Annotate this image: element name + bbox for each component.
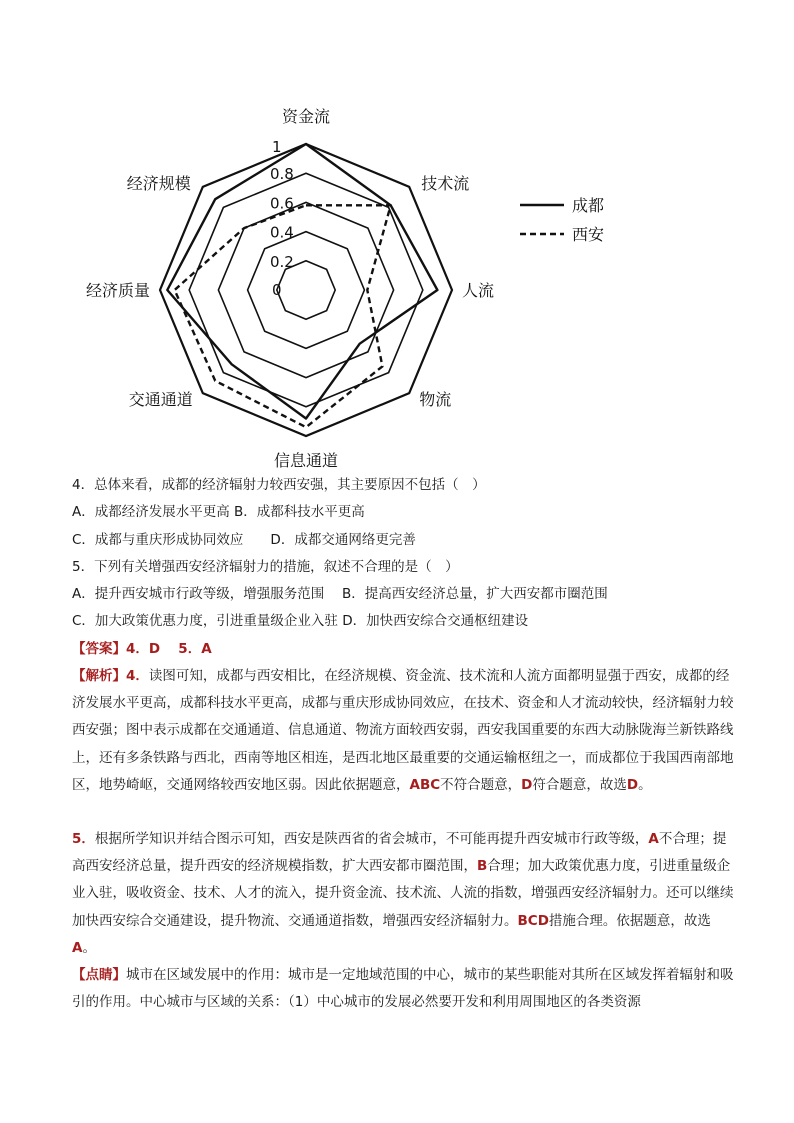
- analysis-q5-b: B: [477, 858, 488, 875]
- analysis-q4-text: 读图可知，成都与西安相比，在经济规模、资金流、技术流和人流方面都明显强于西安，成都的经济发展水平更高，成都科技水平更高，成都与重庆形成协同效应，在技术、资金和人才流动较快，经济辐射力较西安强；图中表示成都在交通通道、信息通道、物流方面较西安弱，西安我国重要的东西大动脉陇海兰新铁路线上，还有多条铁路与西北，西南等地区相连，是西北地区最重要的交通运输枢纽之一，而成都位于我国西南部地区，地势崎岖，交通网络较西安地区弱。因此依据题意，: [72, 668, 734, 793]
- legend-label: 成都: [572, 196, 605, 215]
- analysis-q4-abc: ABC: [409, 776, 441, 793]
- radar-chart: [0, 0, 794, 470]
- answer-value: 4．D 5．A: [126, 641, 212, 657]
- analysis-q5-end: 。: [82, 939, 96, 956]
- ring-label: 0.4: [270, 223, 294, 242]
- axis-label: 信息通道: [273, 451, 339, 470]
- grid-ring-3: [189, 173, 423, 407]
- ring-label: 0: [272, 281, 282, 299]
- tip-paragraph: [72, 962, 734, 1016]
- ring-label: 0.2: [270, 252, 294, 271]
- axis-label: 经济规模: [126, 173, 191, 193]
- axis-label: 经济质量: [85, 281, 150, 300]
- analysis-q5-text: 根据所学知识并结合图示可知，西安是陕西省的省会城市，不可能再提升西安城市行政等级，: [94, 831, 649, 847]
- tip-label: 【点睛】: [72, 967, 126, 983]
- radar-series: [167, 144, 437, 427]
- radar-grid: [160, 144, 452, 436]
- axis-label: 技术流: [421, 173, 470, 193]
- legend-label: 西安: [572, 225, 605, 244]
- grid-ring-1: [248, 232, 365, 349]
- tip-text: 城市在区域发展中的作用：城市是一定地域范围的中心，城市的某些职能对其所在区域发挥着辐射和吸引的作用。中心城市与区域的关系：（1）中心城市的发展必然要开发和利用周围地区的各类资源: [72, 967, 734, 1011]
- analysis-q4-text-3: 符合题意，故选: [532, 776, 627, 793]
- axis-label: 人流: [462, 281, 495, 300]
- analysis-q4-choice: D: [626, 776, 639, 793]
- analysis-q5: [72, 826, 734, 962]
- analysis-q5-text-2: 不合理；提高西安经济总量，提升西安的经济规模指数，扩大西安都市圈范围，: [72, 831, 727, 875]
- answer-line: [72, 636, 752, 663]
- analysis-q5-bcd: BCD: [517, 912, 549, 929]
- analysis-q5-choice: A: [72, 939, 83, 956]
- answer-label: 【答案】: [72, 641, 126, 657]
- question-5: 5．下列有关增强西安经济辐射力的措施，叙述不合理的是（ ）: [72, 559, 459, 575]
- analysis-label: 【解析】: [72, 668, 126, 684]
- axis-label: 资金流: [281, 107, 331, 126]
- question-5-options-cd: C．加大政策优惠力度，引进重量级企业入驻 D．加快西安综合交通枢纽建设: [72, 613, 529, 629]
- ring-label: 0.6: [270, 194, 294, 213]
- question-5-options-ab: A．提升西安城市行政等级，增强服务范围 B．提高西安经济总量，扩大西安都市圈范围: [72, 586, 608, 602]
- analysis-q4-d: D: [521, 776, 533, 793]
- analysis-q5-number: 5．: [72, 831, 95, 847]
- axis-label: 物流: [419, 390, 452, 410]
- grid-ring-4: [160, 144, 452, 436]
- ring-label: 1: [272, 138, 282, 156]
- analysis-q4-number: 4．: [126, 668, 149, 684]
- analysis-q4-end: 。: [638, 776, 652, 793]
- question-4: 4．总体来看，成都的经济辐射力较西安强，其主要原因不包括（ ）: [72, 477, 486, 493]
- axis-label: 交通通道: [128, 390, 193, 410]
- radar-axis-labels: [86, 107, 494, 470]
- ring-label: 0.8: [270, 165, 294, 184]
- analysis-q4: [72, 663, 734, 799]
- analysis-q4-text-2: 不符合题意，: [440, 776, 522, 793]
- analysis-q5-text-4: 措施合理。依据题意，故选: [548, 912, 711, 929]
- question-4-options-cd: C．成都与重庆形成协同效应 D．成都交通网络更完善: [72, 532, 416, 548]
- question-4-options-ab: A．成都经济发展水平更高 B．成都科技水平更高: [72, 504, 365, 520]
- analysis-q5-text-3: 合理；加大政策优惠力度，引进重量级企业入驻，吸收资金、技术、人才的流入，提升资金流、技术流、人流的指数，增强西安经济辐射力。还可以继续加快西安综合交通建设，提升物流、交通通道指数，增强西安经济辐射力。: [72, 858, 734, 929]
- chart-legend: [520, 196, 604, 244]
- analysis-q5-a: A: [648, 831, 659, 847]
